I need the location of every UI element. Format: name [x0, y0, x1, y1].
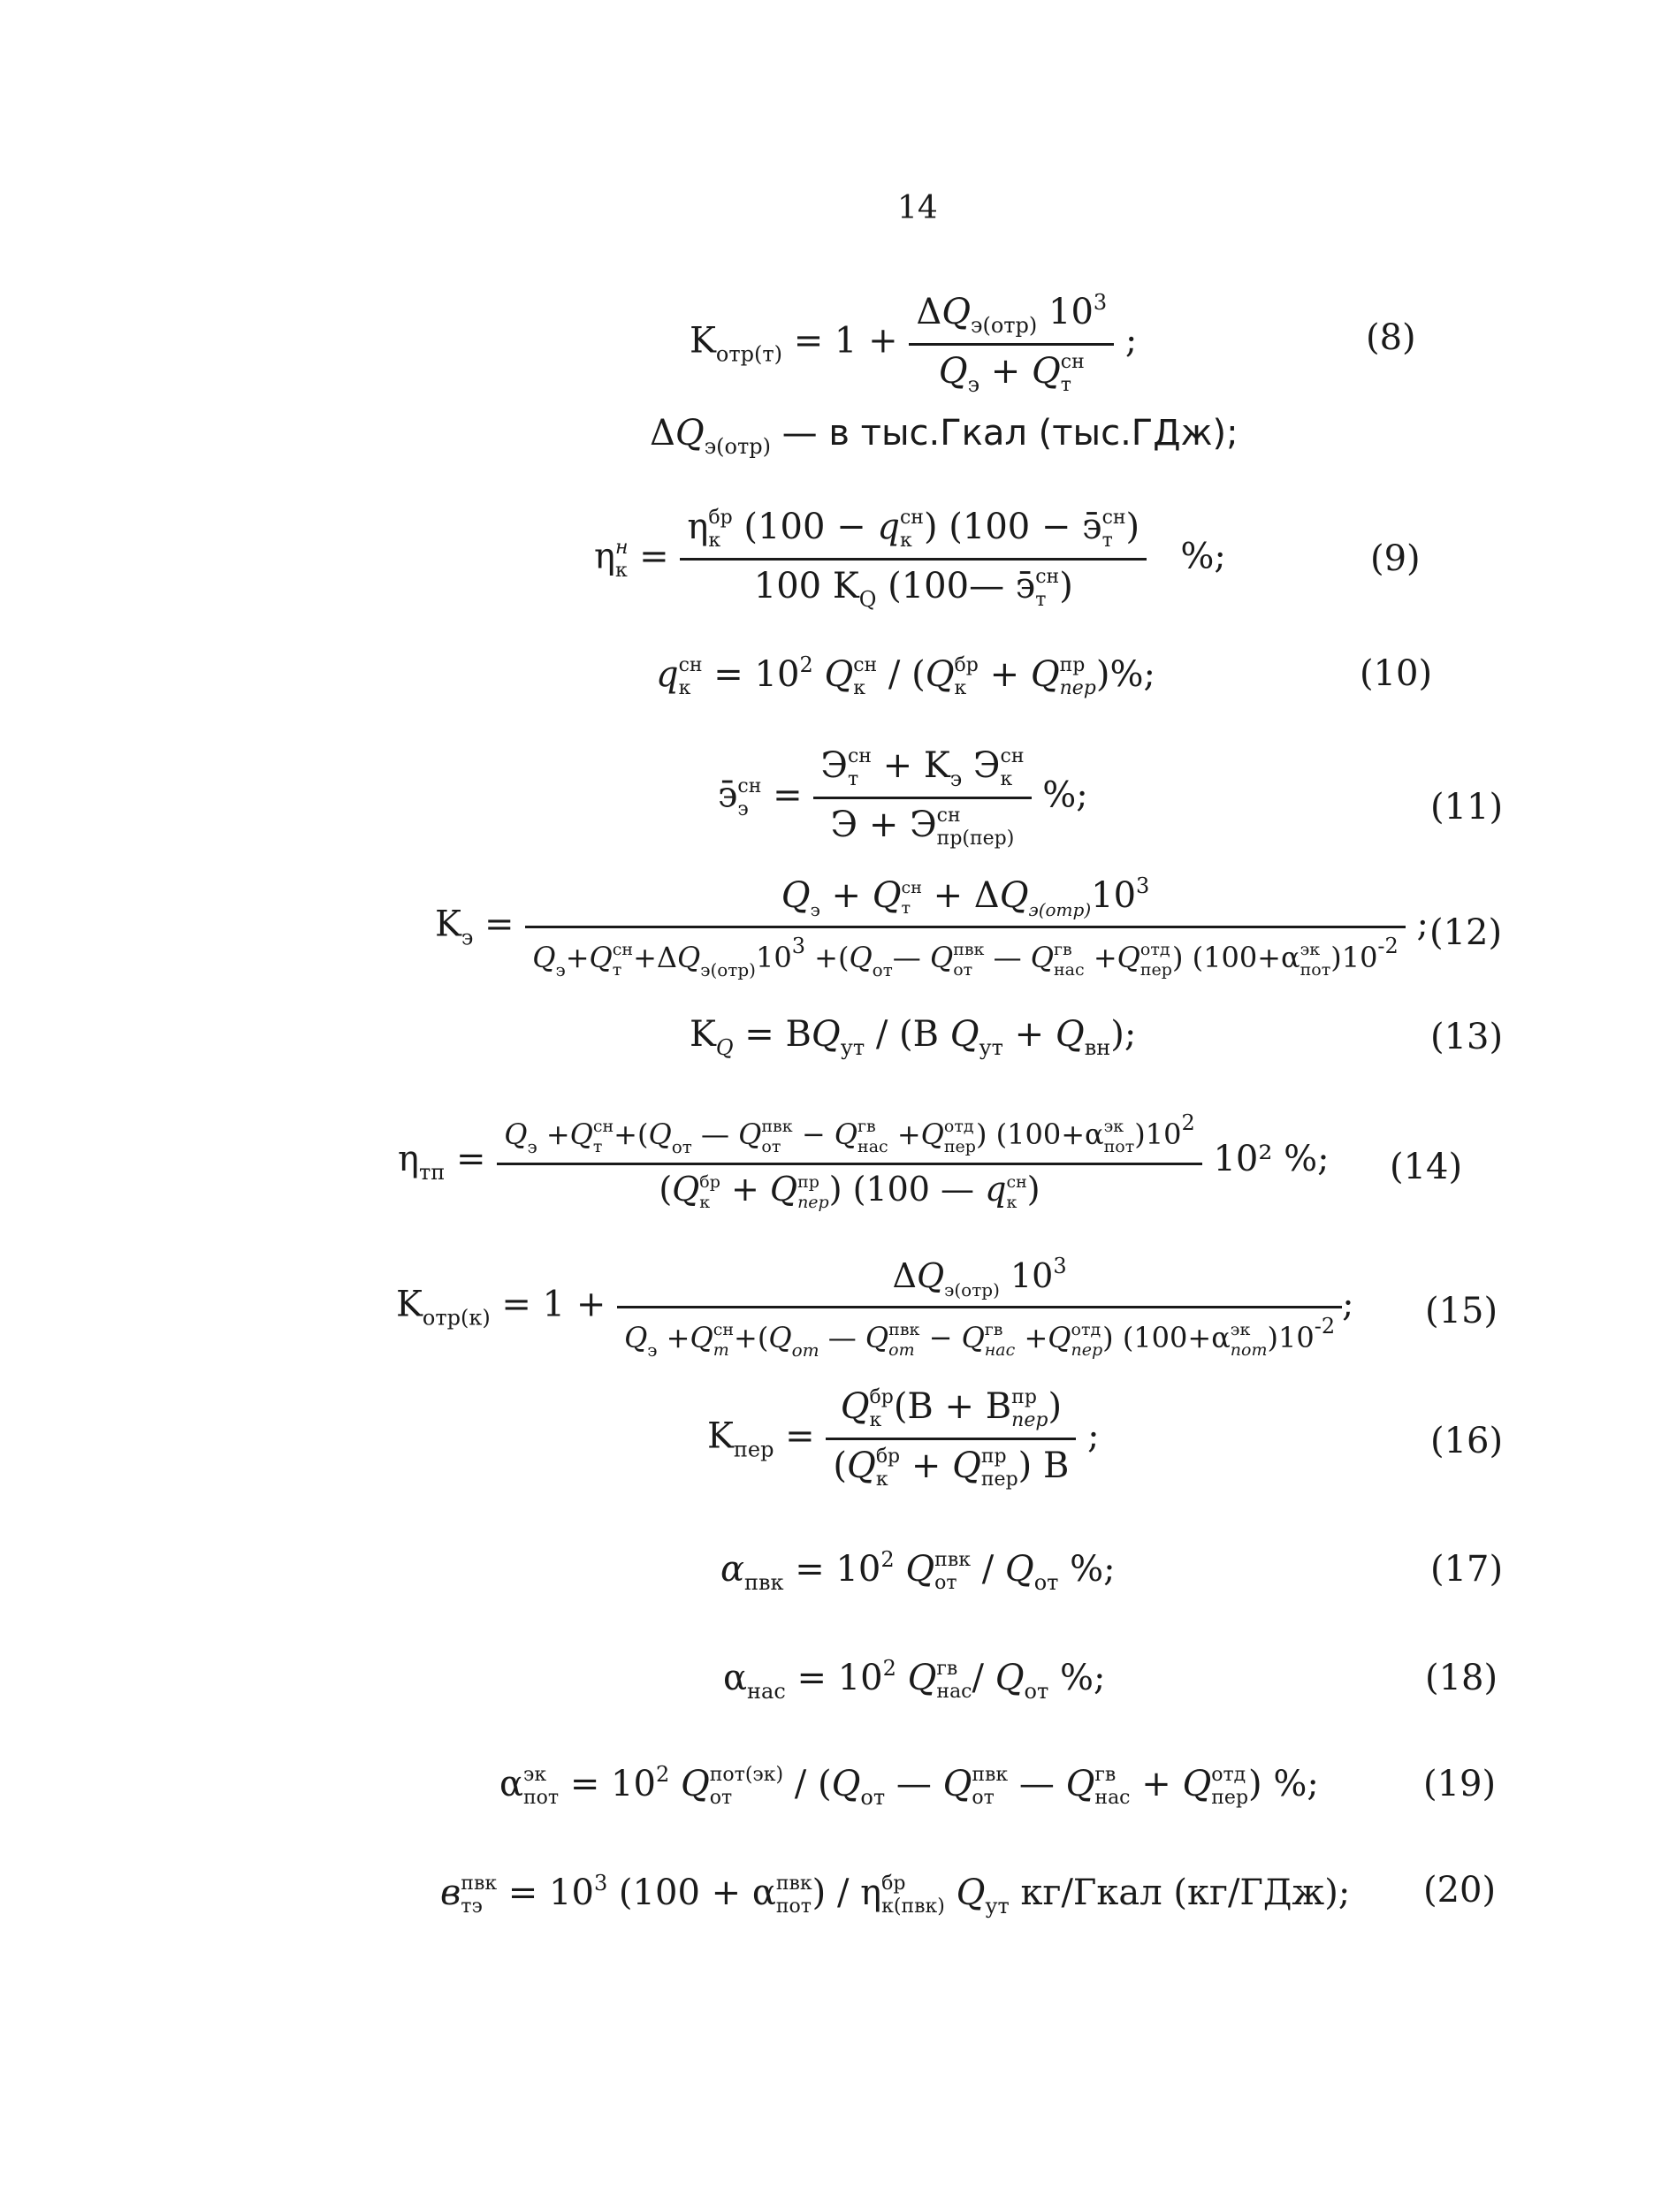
page-number: 14 — [897, 190, 938, 226]
formula-20: в пвк тэ = $10^3$ (100 + α пвк пот ) / η бр к(пвк) $Q_{ут}$ кг/Гкал (кг/ГДж); — [440, 1871, 1351, 1918]
equation-number-10: (10) — [1360, 653, 1433, 694]
formula-9: η н к = η бр к (100 − q сн к ) (100 − э̄ сн т ) 100 $K_Q$ (100— э̄ сн т ) %; — [594, 507, 1226, 612]
formula-16: $K_{пер}$ = Q бр к (B + B пр пер ) (Q бр к + Q пр пер ) B ; — [707, 1386, 1100, 1491]
equation-number-18: (18) — [1425, 1658, 1498, 1698]
equation-number-19: (19) — [1423, 1764, 1497, 1804]
equation-number-12: (12) — [1429, 912, 1503, 953]
equation-number-16: (16) — [1430, 1421, 1504, 1461]
formula-note: $\Delta Q_{э(отр)}$ — в тыс.Гкал (тыс.ГДж); — [650, 413, 1239, 459]
equation-number-9: (9) — [1370, 538, 1421, 579]
equation-number-17: (17) — [1430, 1549, 1504, 1590]
equation-number-15: (15) — [1425, 1291, 1498, 1331]
note-text: — в тыс.Гкал (тыс.ГДж); — [781, 413, 1239, 454]
formula-13: $K_Q = BQ_{ут} / (B$ $Q_{ут} + Q_{вн}$); — [690, 1014, 1137, 1060]
formula-10: q сн к = $10^2$ Q сн к / (Q бр к + Q пр пер )%; — [656, 652, 1155, 699]
unit-kg: кг/Гкал (кг/ГДж); — [1020, 1873, 1351, 1913]
formula-8: $K_{отр(т)} = 1$ + $\Delta Q_{э(отр)}$ $10^3$ $Q_э + Q$ сн т ; — [690, 290, 1138, 397]
formula-15: $K_{отр(к)} = 1$ + $\Delta Q_{э(отр)}$ $10^3$ $Q_э +Q$ сн т $+(Q_{от}$ — Q пвк от − Q гв нас +Q отд пер ) (100+α эк пот )$10^{-2}$ ; — [396, 1254, 1354, 1361]
formula-18: $\alpha_{нас} = 10^2$ Q гв нас / $Q_{от}$ %; — [723, 1656, 1106, 1704]
formula-14: $\eta_{тп}$ = $Q_э +Q$ сн т $+(Q_{от}$ — Q пвк от − Q гв нас +Q отд пер ) (100+α эк пот )$10^2$ (Q бр к + Q пр пер ) (100 — q сн к ) 10² %; — [398, 1110, 1330, 1212]
equation-number-14: (14) — [1390, 1147, 1463, 1187]
equation-number-8: (8) — [1366, 317, 1416, 358]
formula-17: $\alpha_{пвк} = 10^2$ Q пвк от / $Q_{от}$ %; — [720, 1547, 1116, 1595]
percent-9: %; — [1180, 536, 1226, 577]
formula-12: $K_э$ = $Q_э + Q$ сн т + $\Delta Q_{э(отр)}10^3$ $Q_э+Q$ сн т $+\Delta Q_{э(отр)}10^3$ $+(Q_{от}—$ Q пвк от — Q гв нас +Q отд пер ) (100+α эк пот )$10^{-2}$ ; — [435, 873, 1429, 980]
equation-number-13: (13) — [1430, 1017, 1504, 1057]
equation-number-20: (20) — [1423, 1870, 1497, 1911]
formula-11: э̄ сн э = Э сн т + $K_э$ Э сн к Э + Э сн пр(пер) %; — [718, 745, 1088, 850]
percent-14: 10² %; — [1213, 1138, 1330, 1179]
equation-number-11: (11) — [1430, 787, 1504, 828]
formula-19: α эк пот = $10^2$ Q пот(эк) от / ($Q_{от}$ — Q пвк от — Q гв нас + Q отд пер ) %; — [499, 1762, 1319, 1810]
